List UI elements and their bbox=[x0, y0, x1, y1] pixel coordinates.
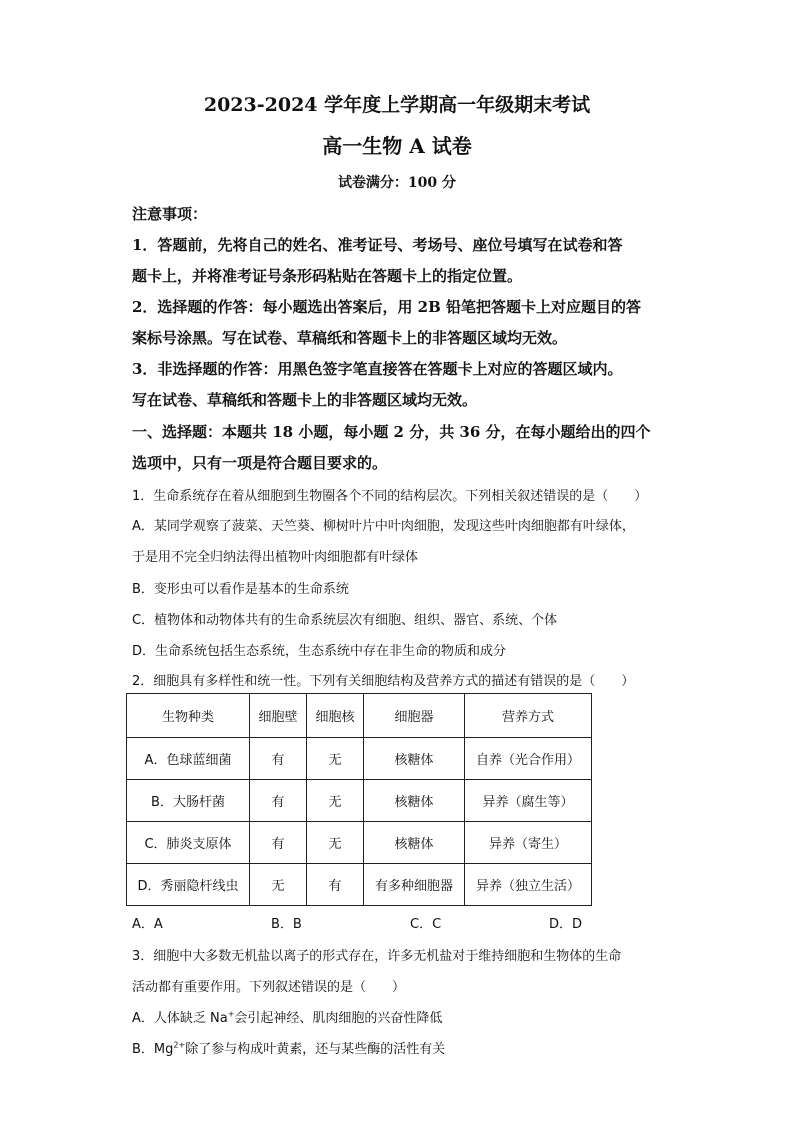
notice-line: 2．选择题的作答：每小题选出答案后，用 2B 铅笔把答题卡上对应题目的答 bbox=[132, 298, 641, 316]
table-cell: 异养（寄生） bbox=[465, 822, 592, 864]
table-row bbox=[127, 780, 592, 822]
table-header: 细胞核 bbox=[307, 694, 364, 738]
question-3-option-b bbox=[132, 1038, 445, 1057]
option-text: 除了参与构成叶黄素，还与某些酶的活性有关 bbox=[185, 1042, 446, 1057]
notice-line: 案标号涂黑。写在试卷、草稿纸和答题卡上的非答题区域均无效。 bbox=[132, 329, 568, 347]
exam-subtitle: 高一生物 A 试卷 bbox=[322, 134, 472, 158]
notice-line: 1．答题前，先将自己的姓名、准考证号、考场号、座位号填写在试卷和答 bbox=[132, 236, 623, 254]
table-header: 细胞器 bbox=[364, 694, 465, 738]
question-1-option-a-cont: 于是用不完全归纳法得出植物叶肉细胞都有叶绿体 bbox=[132, 550, 419, 565]
question-1-option-c: C．植物体和动物体共有的生命系统层次有细胞、组织、器官、系统、个体 bbox=[132, 613, 558, 628]
question-2-stem: 2．细胞具有多样性和统一性。下列有关细胞结构及营养方式的描述有错误的是（ ） bbox=[132, 674, 635, 689]
table-cell: 有 bbox=[250, 738, 307, 780]
table-cell: 有 bbox=[250, 780, 307, 822]
table-cell: 核糖体 bbox=[364, 822, 465, 864]
cell-structure-table bbox=[126, 693, 592, 906]
table-cell: 异养（腐生等） bbox=[465, 780, 592, 822]
question-3-option-a bbox=[132, 1007, 442, 1026]
table-cell: 异养（独立生活） bbox=[465, 864, 592, 906]
table-cell: 有多种细胞器 bbox=[364, 864, 465, 906]
option-text: A．人体缺乏 Na bbox=[132, 1011, 228, 1026]
notice-line: 题卡上，并将准考证号条形码粘贴在答题卡上的指定位置。 bbox=[132, 267, 523, 285]
table-row bbox=[127, 822, 592, 864]
table-row bbox=[127, 864, 592, 906]
table-header: 生物种类 bbox=[127, 694, 250, 738]
table-cell: C．肺炎支原体 bbox=[127, 822, 250, 864]
table-header: 细胞壁 bbox=[250, 694, 307, 738]
table-row bbox=[127, 738, 592, 780]
table-cell: 无 bbox=[307, 780, 364, 822]
question-3-stem: 3．细胞中大多数无机盐以离子的形式存在，许多无机盐对于维持细胞和生物体的生命 bbox=[132, 949, 622, 964]
option-text: 会引起神经、肌肉细胞的兴奋性降低 bbox=[234, 1011, 443, 1026]
notice-heading: 注意事项： bbox=[132, 205, 208, 223]
table-cell: D．秀丽隐杆线虫 bbox=[127, 864, 250, 906]
section-heading: 一、选择题：本题共 18 小题，每小题 2 分，共 36 分，在每小题给出的四个 bbox=[132, 423, 651, 441]
table-cell: 自养（光合作用） bbox=[465, 738, 592, 780]
question-2-option-d: D．D bbox=[549, 917, 583, 932]
question-1-stem: 1．生命系统存在着从细胞到生物圈各个不同的结构层次。下列相关叙述错误的是（ ） bbox=[132, 489, 648, 504]
table-cell: 无 bbox=[307, 738, 364, 780]
table-cell: B．大肠杆菌 bbox=[127, 780, 250, 822]
table-header: 营养方式 bbox=[465, 694, 592, 738]
table-cell: 有 bbox=[250, 822, 307, 864]
section-heading: 选项中，只有一项是符合题目要求的。 bbox=[132, 454, 388, 472]
question-3-stem-cont: 活动都有重要作用。下列叙述错误的是（ ） bbox=[132, 980, 406, 995]
question-2-option-c: C．C bbox=[410, 917, 442, 932]
table-cell: 核糖体 bbox=[364, 738, 465, 780]
notice-line: 3．非选择题的作答：用黑色签字笔直接答在答题卡上对应的答题区域内。 bbox=[132, 360, 623, 378]
question-2-option-b: B．B bbox=[271, 917, 302, 932]
question-2-option-a: A．A bbox=[132, 917, 163, 932]
question-1-option-b: B．变形虫可以看作是基本的生命系统 bbox=[132, 582, 349, 597]
ion-charge: + bbox=[227, 1009, 235, 1019]
notice-line: 写在试卷、草稿纸和答题卡上的非答题区域均无效。 bbox=[132, 391, 478, 409]
table-header-row bbox=[127, 694, 592, 738]
ion-charge: 2+ bbox=[173, 1040, 186, 1050]
exam-title: 2023-2024 学年度上学期高一年级期末考试 bbox=[203, 94, 591, 116]
table-cell: 无 bbox=[250, 864, 307, 906]
table-cell: 无 bbox=[307, 822, 364, 864]
table-cell: A．色球蓝细菌 bbox=[127, 738, 250, 780]
question-1-option-a: A．某同学观察了菠菜、天竺葵、柳树叶片中叶肉细胞，发现这些叶肉细胞都有叶绿体， bbox=[132, 519, 635, 534]
full-score: 试卷满分：100 分 bbox=[337, 175, 457, 191]
table-cell: 核糖体 bbox=[364, 780, 465, 822]
option-text: B．Mg bbox=[132, 1042, 174, 1057]
question-1-option-d: D．生命系统包括生态系统，生态系统中存在非生命的物质和成分 bbox=[132, 644, 507, 659]
table-cell: 有 bbox=[307, 864, 364, 906]
